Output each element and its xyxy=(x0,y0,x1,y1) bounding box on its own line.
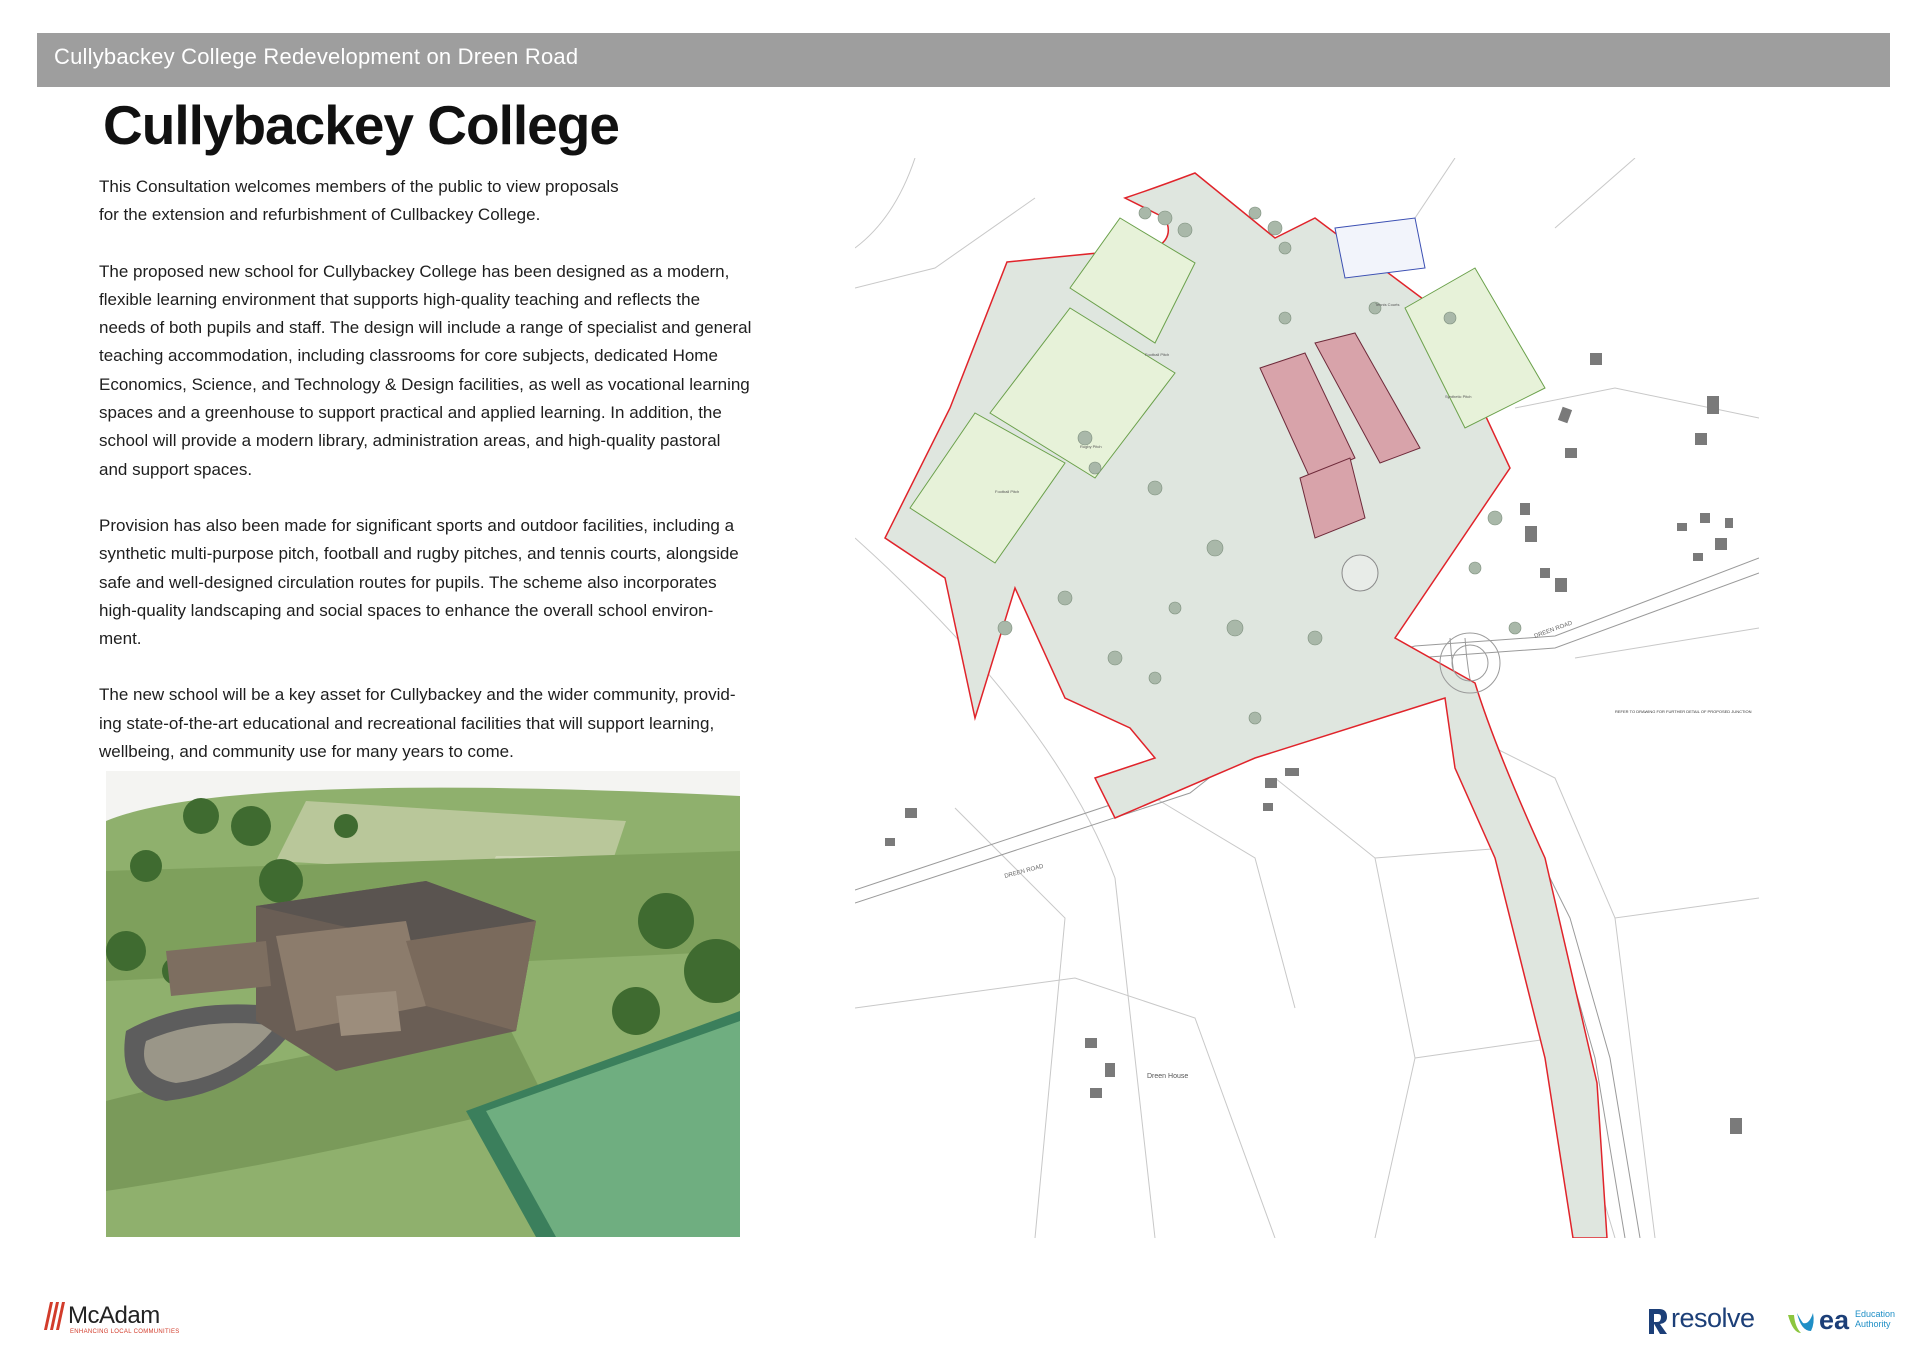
mcadam-name: McAdam xyxy=(68,1302,160,1329)
paragraph-design: The proposed new school for Cullybackey College has been designed as a modern, flexible learning environment that supports high-quality teaching and reflects the needs of both pupils and staff. The design will include a range of specialist and general teaching accommodation, including classrooms for core subjects, dedicated Home Economics, Science, and Technology & Design facilities, as well as vocational learning spaces and a greenhouse to support practical and applied learning. In addition, the school will provide a modern library, administration areas, and high-quality pastoral and support spaces. xyxy=(99,261,752,479)
ea-subtitle: Education Authority xyxy=(1855,1309,1896,1329)
ea-logo xyxy=(1785,1305,1896,1342)
road-label-east: DREEN ROAD xyxy=(1533,620,1574,640)
pitch-label-rugby: Rugby Pitch xyxy=(1080,444,1102,449)
page-title: Cullybackey College xyxy=(103,94,619,156)
dreen-house-label: Dreen House xyxy=(1147,1073,1189,1080)
aerial-render-graphic xyxy=(106,771,740,1237)
aerial-render-image xyxy=(106,771,740,1237)
site-plan-graphic xyxy=(855,158,1759,1238)
ea-mark-icon xyxy=(1785,1309,1817,1337)
banner-title: Cullybackey College Redevelopment on Dreen Road xyxy=(54,44,579,69)
site-plan-drawing xyxy=(855,158,1759,1238)
resolve-mark-icon xyxy=(1647,1307,1669,1335)
pitch-label-football-north: Football Pitch xyxy=(1145,352,1170,357)
paragraph-consultation: This Consultation welcomes members of the public to view proposals for the extension and refurbishment of Cullbackey College. xyxy=(99,177,619,225)
paragraph-community: The new school will be a key asset for Cullybackey and the wider community, provid- ing state-of-the-art educational and recreational facilities that will support learning, wellbeing, and community use for many years to come. xyxy=(99,685,736,762)
pitch-label-football-west: Football Pitch xyxy=(995,489,1020,494)
mcadam-logo xyxy=(44,1300,180,1337)
mcadam-tagline: ENHANCING LOCAL COMMUNITIES xyxy=(70,1329,180,1335)
mcadam-mark-icon xyxy=(44,1300,66,1332)
header-banner xyxy=(37,33,1890,87)
pitch-label-synthetic: Synthetic Pitch xyxy=(1445,394,1472,399)
paragraph-sports: Provision has also been made for significant sports and outdoor facilities, including a synthetic multi-purpose pitch, football and rugby pitches, and tennis courts, alongside safe and well-designed circulation routes for pupils. The scheme also incorporates high-quality landscaping and social spaces to enhance the overall school environ- ment. xyxy=(99,515,739,649)
resolve-name: resolve xyxy=(1671,1303,1755,1333)
pitch-label-tennis: Tennis Courts xyxy=(1375,302,1400,307)
intro-text xyxy=(99,173,759,794)
junction-note: REFER TO DRAWING FOR FURTHER DETAIL OF PROPOSED JUNCTION xyxy=(1615,709,1752,714)
road-label-west: DREEN ROAD xyxy=(1003,863,1045,880)
ea-name: ea xyxy=(1819,1305,1850,1335)
resolve-logo xyxy=(1647,1303,1755,1340)
